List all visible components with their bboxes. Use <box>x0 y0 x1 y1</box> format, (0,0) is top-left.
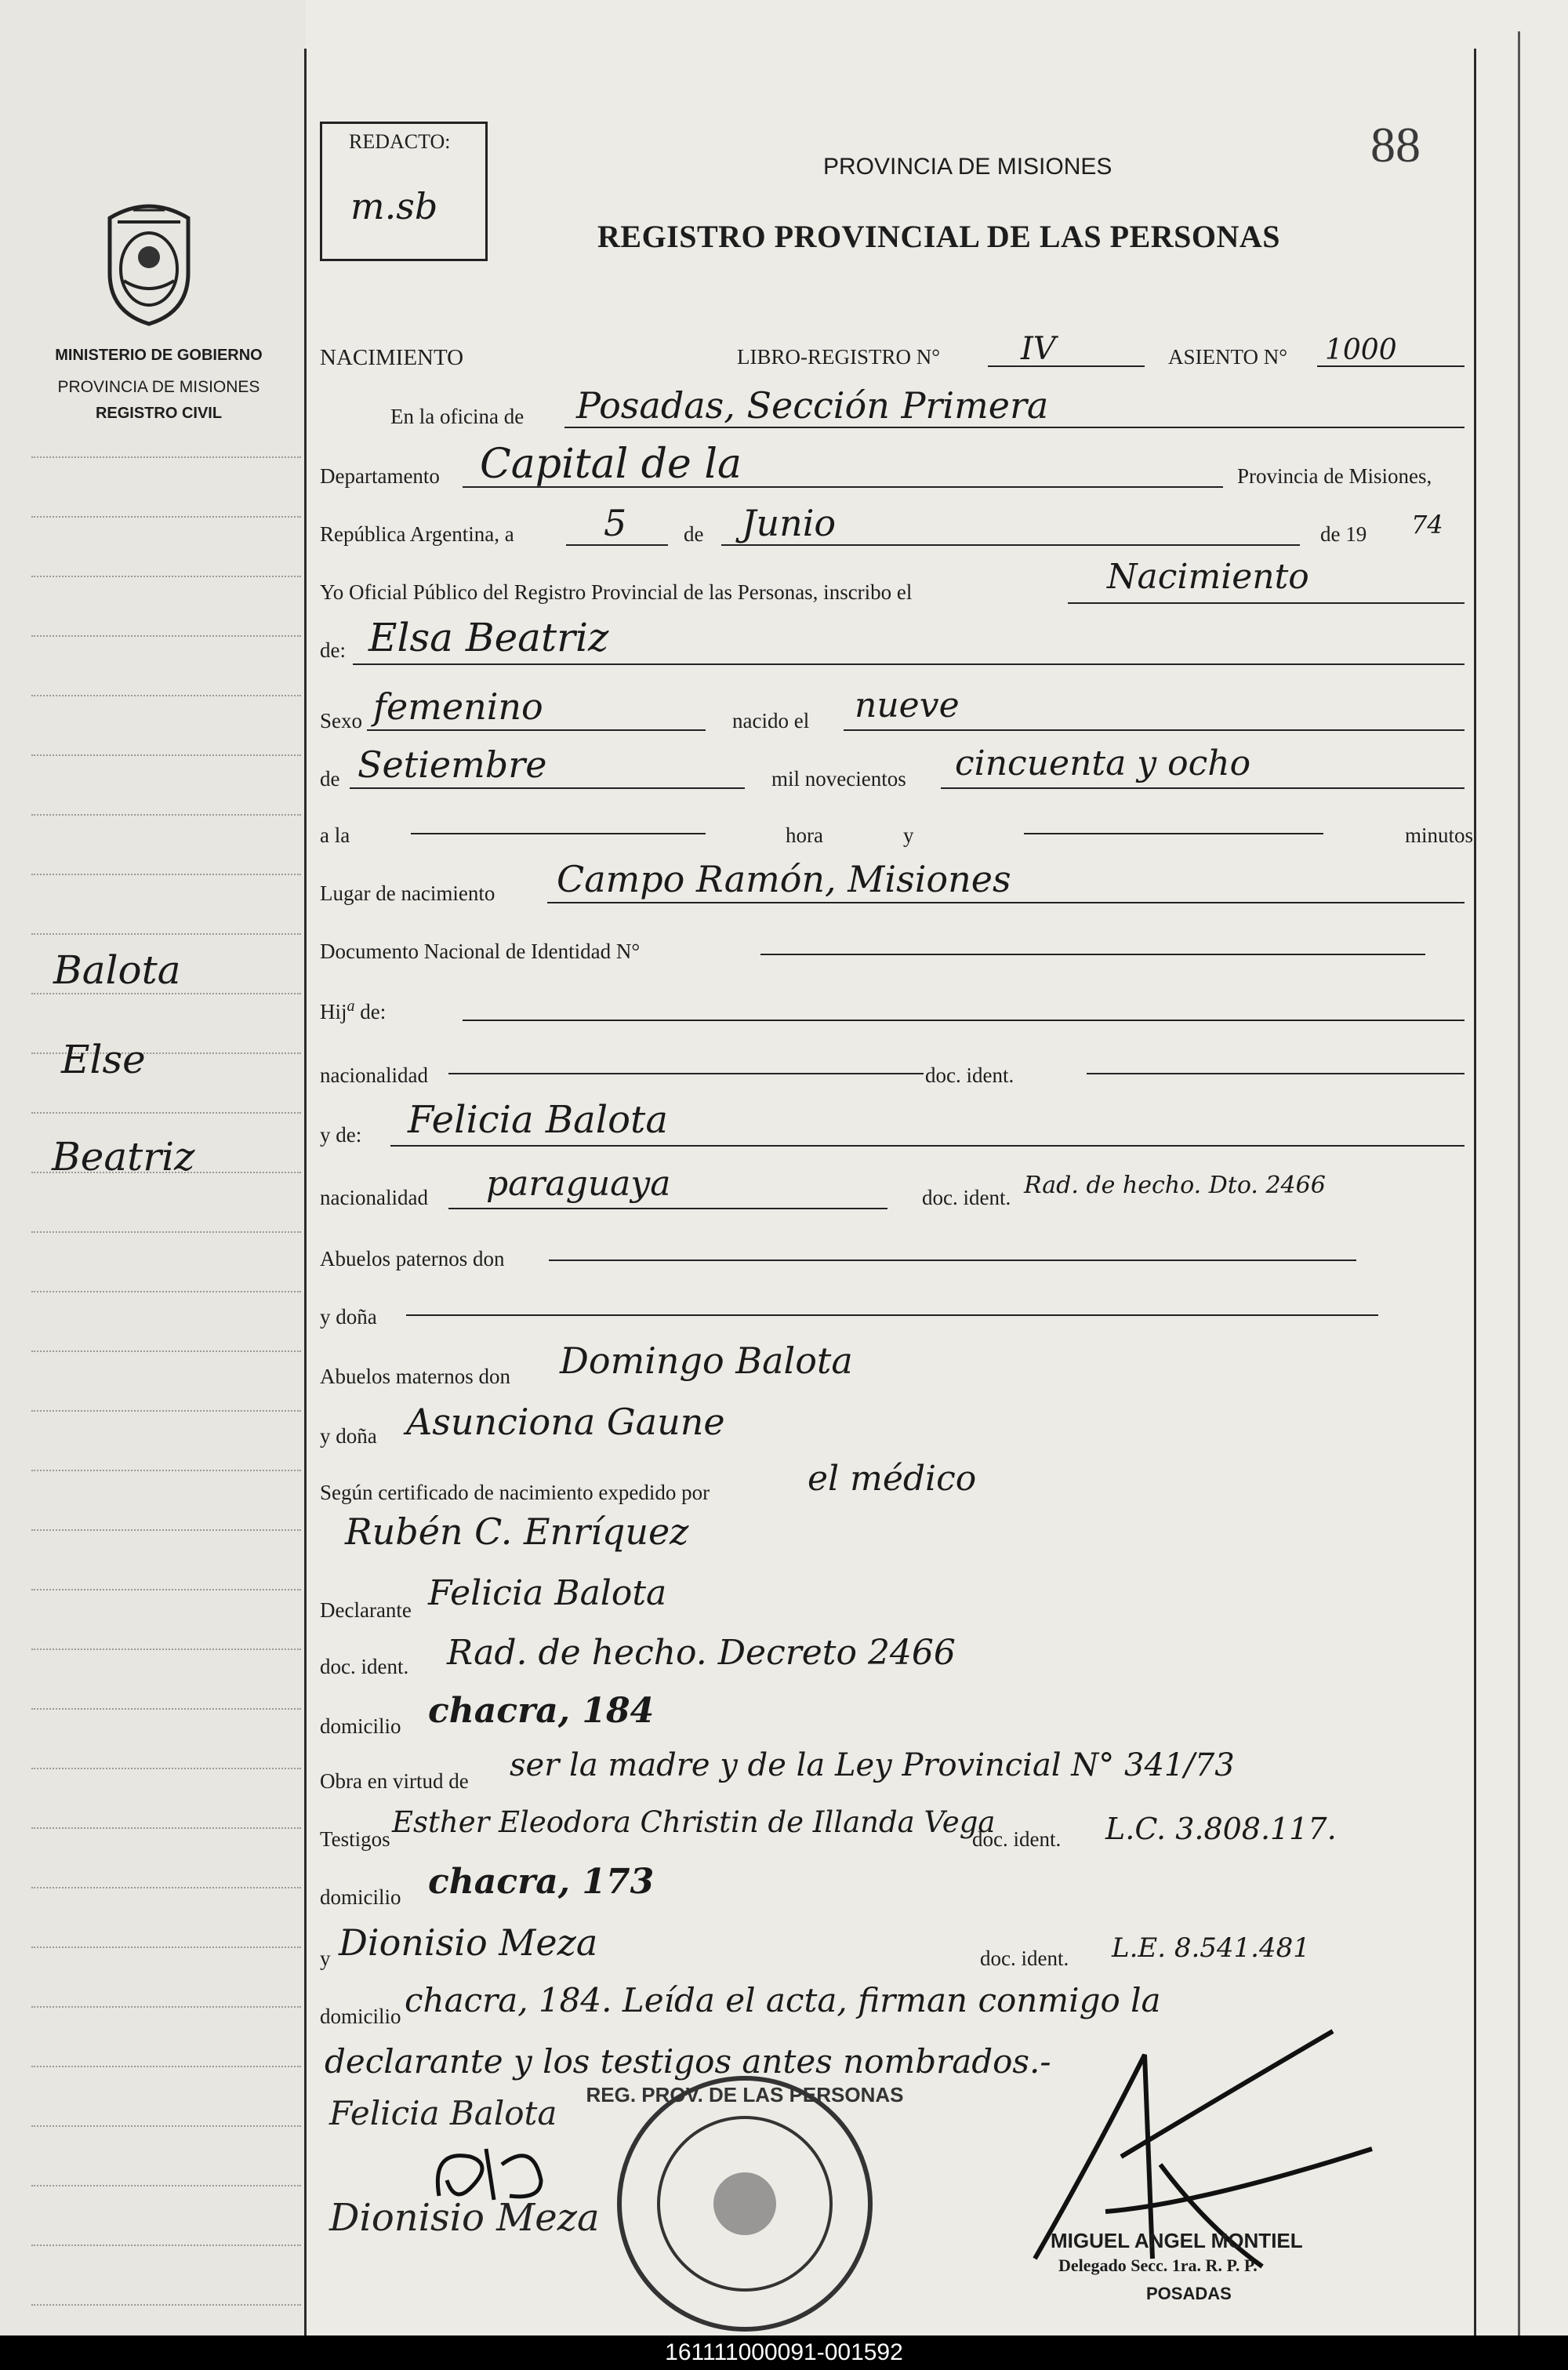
minutos-label: minutos <box>1405 823 1474 847</box>
margin-rule-line <box>31 2304 301 2306</box>
certificado-value: el médico <box>808 1459 977 1499</box>
margin-rule-line <box>31 1887 301 1888</box>
margin-rule-line <box>31 635 301 637</box>
margin-rule-line <box>31 814 301 816</box>
seal-text: REG. PROV. DE LAS PERSONAS <box>586 2083 904 2106</box>
asiento-value: 1000 <box>1325 334 1397 366</box>
margin-rule-line <box>31 1947 301 1948</box>
declarante-domicilio-label: domicilio <box>320 1714 401 1738</box>
right-border-line <box>1474 49 1476 2354</box>
sexo-label: Sexo <box>320 709 362 732</box>
declarante-domicilio: chacra, 184 <box>428 1691 655 1731</box>
province-label: PROVINCIA DE MISIONES <box>57 378 260 396</box>
stamp-official-role: Delegado Secc. 1ra. R. P. P. <box>1058 2255 1258 2275</box>
nacido-anio: cincuenta y ocho <box>955 743 1251 783</box>
abuelos-paternos-label: Abuelos paternos don <box>320 1247 505 1270</box>
abuelo-materno: Domingo Balota <box>560 1339 853 1382</box>
left-border-line <box>304 49 307 2354</box>
date-month: Junio <box>742 502 837 544</box>
declarante-doc: Rad. de hecho. Decreto 2466 <box>447 1633 956 1673</box>
document-id-footer: 161111000091-001592 <box>0 2335 1568 2370</box>
doc-ident-madre-label: doc. ident. <box>922 1186 1011 1209</box>
margin-rule-line <box>31 695 301 696</box>
margin-rule-line <box>31 2245 301 2246</box>
registry-heading: REGISTRO PROVINCIAL DE LAS PERSONAS <box>597 219 1281 254</box>
page-number: 88 <box>1370 117 1421 173</box>
child-name: Elsa Beatriz <box>368 615 609 660</box>
date-year-label: de 19 <box>1320 522 1367 546</box>
testigo2-nombre: Dionisio Meza <box>339 1921 598 1964</box>
margin-rule-line <box>31 1648 301 1650</box>
medico-nombre: Rubén C. Enríquez <box>345 1510 689 1553</box>
civil-registry-label: REGISTRO CIVIL <box>95 405 223 422</box>
margin-rule-line <box>31 2185 301 2186</box>
testigos-label: Testigos <box>320 1827 390 1851</box>
nacido-mes: Setiembre <box>358 743 547 786</box>
margin-rule-line <box>31 516 301 518</box>
margin-rule-line <box>31 1529 301 1531</box>
firma-declarante: Felicia Balota <box>329 2094 557 2132</box>
testigo1-domicilio: chacra, 173 <box>428 1862 655 1902</box>
margin-rule-line <box>31 993 301 994</box>
sexo-value: femenino <box>373 685 543 728</box>
stamp-city: POSADAS <box>1146 2284 1232 2303</box>
margin-rule-line <box>31 1350 301 1352</box>
margin-rule-line <box>31 2066 301 2067</box>
margin-rule-line <box>31 1470 301 1471</box>
margin-rule-line <box>31 456 301 458</box>
testigo2-doc: L.E. 8.541.481 <box>1112 1932 1310 1964</box>
testigo2-domicilio-label: domicilio <box>320 2005 401 2028</box>
date-year: 74 <box>1411 510 1443 540</box>
oficina-label: En la oficina de <box>390 405 524 428</box>
declarante-doc-label: doc. ident. <box>320 1655 409 1678</box>
lugar-value: Campo Ramón, Misiones <box>557 858 1011 900</box>
redacto-box <box>320 122 488 261</box>
date-day: 5 <box>604 502 627 544</box>
date-de-label: de <box>684 522 704 546</box>
margin-rule-line <box>31 1708 301 1710</box>
margin-rule-line <box>31 2125 301 2127</box>
margin-second-name: Beatriz <box>52 1134 195 1180</box>
hij-label: Hij$^a$ de: <box>320 998 387 1023</box>
ministry-label: MINISTERIO DE GOBIERNO <box>55 347 263 364</box>
segun-label: Según certificado de nacimiento expedido por <box>320 1481 710 1504</box>
margin-rule-line <box>31 754 301 756</box>
margin-rule-line <box>31 1410 301 1412</box>
nacido-label: nacido el <box>732 709 810 732</box>
page-edge-line <box>1518 31 1520 2353</box>
lugar-label: Lugar de nacimiento <box>320 881 495 905</box>
libro-label: LIBRO-REGISTRO N° <box>737 345 941 369</box>
obra-label: Obra en virtud de <box>320 1769 469 1793</box>
margin-rule-line <box>31 1291 301 1292</box>
declarante-nombre: Felicia Balota <box>428 1573 667 1613</box>
madre-nacionalidad: paraguaya <box>486 1164 671 1204</box>
oficina-value: Posadas, Sección Primera <box>576 384 1049 427</box>
nacido-dia: nueve <box>855 685 960 725</box>
departamento-value: Capital de la <box>480 441 742 488</box>
firma-testigo: Dionisio Meza <box>329 2196 600 2240</box>
departamento-label: Departamento <box>320 464 440 488</box>
province-heading: PROVINCIA DE MISIONES <box>823 154 1112 180</box>
margin-rule-line <box>31 576 301 577</box>
cierre-texto: declarante y los testigos antes nombrados.- <box>325 2042 1051 2081</box>
madre-nombre: Felicia Balota <box>408 1098 668 1142</box>
margin-rule-line <box>31 2006 301 2008</box>
mil-label: mil novecientos <box>771 767 906 791</box>
republica-label: República Argentina, a <box>320 522 514 546</box>
margin-rule-line <box>31 1112 301 1114</box>
documento-label: Documento Nacional de Identidad N° <box>320 940 641 963</box>
abuela-paterna-label: y doña <box>320 1305 377 1329</box>
margin-rule-line <box>31 874 301 875</box>
coat-of-arms-emblem <box>94 194 204 328</box>
doc-ident-padre-label: doc. ident. <box>925 1063 1014 1087</box>
madre-doc: Rad. de hecho. Dto. 2466 <box>1024 1172 1326 1199</box>
abuela-materna-label: y doña <box>320 1424 377 1448</box>
yo-oficial-label: Yo Oficial Público del Registro Provincial de las Personas, inscribo el <box>320 580 913 604</box>
margin-rule-line <box>31 1827 301 1829</box>
testigo2-domicilio: chacra, 184. Leída el acta, firman conmigo la <box>405 1981 1161 2019</box>
redacto-initials: m.sb <box>350 185 438 227</box>
nacionalidad-padre-label: nacionalidad <box>320 1063 428 1087</box>
libro-value: IV <box>1021 331 1056 367</box>
asiento-label: ASIENTO N° <box>1168 345 1288 369</box>
testigo2-y-label: y <box>320 1947 331 1970</box>
obra-value: ser la madre y de la Ley Provincial N° 341/73 <box>510 1747 1235 1783</box>
testigo1-nombre: Esther Eleodora Christin de Illanda Vega <box>392 1805 996 1839</box>
testigo1-domicilio-label: domicilio <box>320 1885 401 1909</box>
margin-rule-line <box>31 1589 301 1590</box>
margin-first-name: Else <box>61 1037 146 1082</box>
margin-rule-line <box>31 1768 301 1769</box>
de-line-label: de: <box>320 638 346 662</box>
margin-rule-line <box>31 933 301 935</box>
margin-rule-line <box>31 1231 301 1233</box>
y-label: y <box>903 823 914 847</box>
abuela-materna: Asunciona Gaune <box>406 1401 725 1443</box>
a-la-label: a la <box>320 823 350 847</box>
nacido-de-label: de <box>320 767 340 791</box>
nacimiento-label: NACIMIENTO <box>320 345 464 370</box>
testigo2-doc-label: doc. ident. <box>980 1947 1069 1970</box>
abuelos-maternos-label: Abuelos maternos don <box>320 1365 510 1388</box>
declarante-label: Declarante <box>320 1598 412 1622</box>
nacionalidad-madre-label: nacionalidad <box>320 1186 428 1209</box>
redacto-label: REDACTO: <box>349 130 451 153</box>
official-round-seal <box>586 2063 904 2345</box>
testigo1-doc-label: doc. ident. <box>972 1827 1062 1851</box>
stamp-official-name: MIGUEL ANGEL MONTIEL <box>1051 2229 1303 2252</box>
margin-surname: Balota <box>53 947 181 993</box>
hora-label: hora <box>786 823 823 847</box>
provincia-label: Provincia de Misiones, <box>1237 464 1432 488</box>
testigo1-doc: L.C. 3.808.117. <box>1105 1812 1337 1846</box>
inscribe-value: Nacimiento <box>1107 557 1309 597</box>
y-de-label: y de: <box>320 1123 362 1147</box>
